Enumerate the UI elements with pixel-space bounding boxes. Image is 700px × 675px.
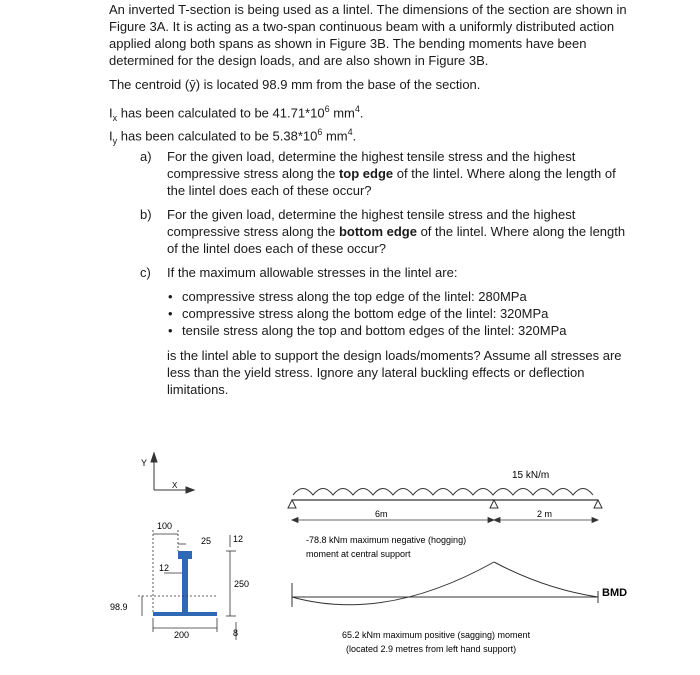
question-emphasis: top edge [338,166,394,181]
t-section-shape [153,551,217,616]
question-line: For the given load, determine the highest tensile stress and the highest [167,207,576,222]
span-left-label: 6m [375,509,388,519]
question-line: less than the yield stress. Ignore any lateral buckling effects or deflection [167,365,585,380]
question-c [140,264,660,282]
sagging-note-line2: (located 2.9 metres from left hand support) [346,644,517,654]
ix-subscript: x [112,112,118,123]
axis-x-label: X [172,481,178,490]
bmd-hogging-curve [494,562,598,597]
bullet-item [168,305,648,323]
question-line: For the given load, determine the highest tensile stress and the highest [167,149,576,164]
question-text [167,148,647,199]
question-line: is the lintel able to support the design loads/moments? Assume all stresses are [167,348,622,363]
ix-unit: mm [329,105,355,121]
bullet-icon: • [168,323,173,338]
section-figure [100,450,270,675]
dim-web-offset: 25 [201,536,212,546]
load-label: 15 kN/m [512,470,550,481]
bullet-item [168,288,648,306]
bullet-icon: • [168,306,173,321]
question-line: limitations. [167,382,229,397]
left-support-icon [288,500,296,508]
question-line [167,223,647,240]
iy-text: has been calculated to be 5.38*10 [117,128,318,144]
iy-unit-exponent: 4 [347,127,353,137]
question-c-continuation [167,347,637,398]
span-right-label: 2 m [537,509,553,519]
question-fragment: of the lintel. Where along the length of [393,166,616,181]
question-line: of the lintel does each of these occur? [167,241,386,256]
question-text: If the maximum allowable stresses in the lintel are: [167,265,458,280]
ix-symbol: I [109,105,113,121]
intro-paragraph [109,1,669,69]
axis-y-label: Y [141,458,148,468]
iy-end: . [352,128,357,144]
beam-figure [280,465,640,665]
ix-end: . [359,105,364,121]
dim-base-thick: 8 [233,628,239,638]
question-text [167,206,647,257]
web [182,559,188,615]
question-fragment: compressive stress along the [167,224,339,239]
intro-line: applied along both spans as shown in Figure 3B. The bending moments have been [109,36,587,51]
base-flange [153,612,217,616]
dim-web-thick: 12 [159,563,170,573]
intro-line: Figure 3A. It is acting as a two-span continuous beam with a uniformly distributed action [109,19,615,34]
question-label: a) [140,149,152,164]
dim-height: 250 [234,579,250,589]
question-a [140,148,660,200]
question-fragment: of the lintel. Where along the length [416,224,626,239]
hogging-note-line2: moment at central support [306,549,411,559]
question-line: the lintel does each of these occur? [167,183,372,198]
intro-line: determined for the design loads, and are also shown in Figure 3B. [109,53,489,68]
bmd-label: BMD [602,587,628,599]
question-line [167,165,647,182]
ix-text: has been calculated to be 41.71*10 [117,105,325,121]
bullet-icon: • [168,289,173,304]
iy-unit: mm [322,128,348,144]
central-support-icon [490,500,498,508]
bullet-text: compressive stress along the top edge of the lintel: 280MPa [182,289,527,304]
bmd-sagging-curve [292,562,494,605]
distributed-load-icon [293,489,593,496]
dim-flange-width: 100 [157,521,173,531]
question-label: b) [140,207,152,222]
dim-flange-thick: 12 [233,534,244,544]
bullet-item [168,322,648,340]
question-b [140,206,660,258]
intro-line: An inverted T-section is being used as a lintel. The dimensions of the section are shown in [109,2,627,17]
bullet-text: compressive stress along the bottom edge of the lintel: 320MPa [182,306,549,321]
question-emphasis: bottom edge [338,224,417,239]
hogging-note-line1: -78.8 kNm maximum negative (hogging) [306,535,467,545]
span-dimensions [292,518,598,523]
dim-base-width: 200 [174,630,190,640]
dim-centroid: 98.9 [110,602,128,612]
ix-exponent: 6 [324,104,330,114]
iy-statement [109,124,356,150]
iy-subscript: y [112,135,118,146]
bullet-text: tensile stress along the top and bottom edges of the lintel: 320MPa [182,323,567,338]
ix-unit-exponent: 4 [354,104,360,114]
question-label: c) [140,265,151,280]
sagging-note-line1: 65.2 kNm maximum positive (sagging) moment [342,630,531,640]
right-support-icon [594,500,602,508]
question-fragment: compressive stress along the [167,166,339,181]
iy-symbol: I [109,128,113,144]
top-flange [178,551,192,559]
iy-exponent: 6 [317,127,323,137]
centroid-statement: The centroid (ȳ) is located 98.9 mm from the base of the section. [109,77,481,92]
